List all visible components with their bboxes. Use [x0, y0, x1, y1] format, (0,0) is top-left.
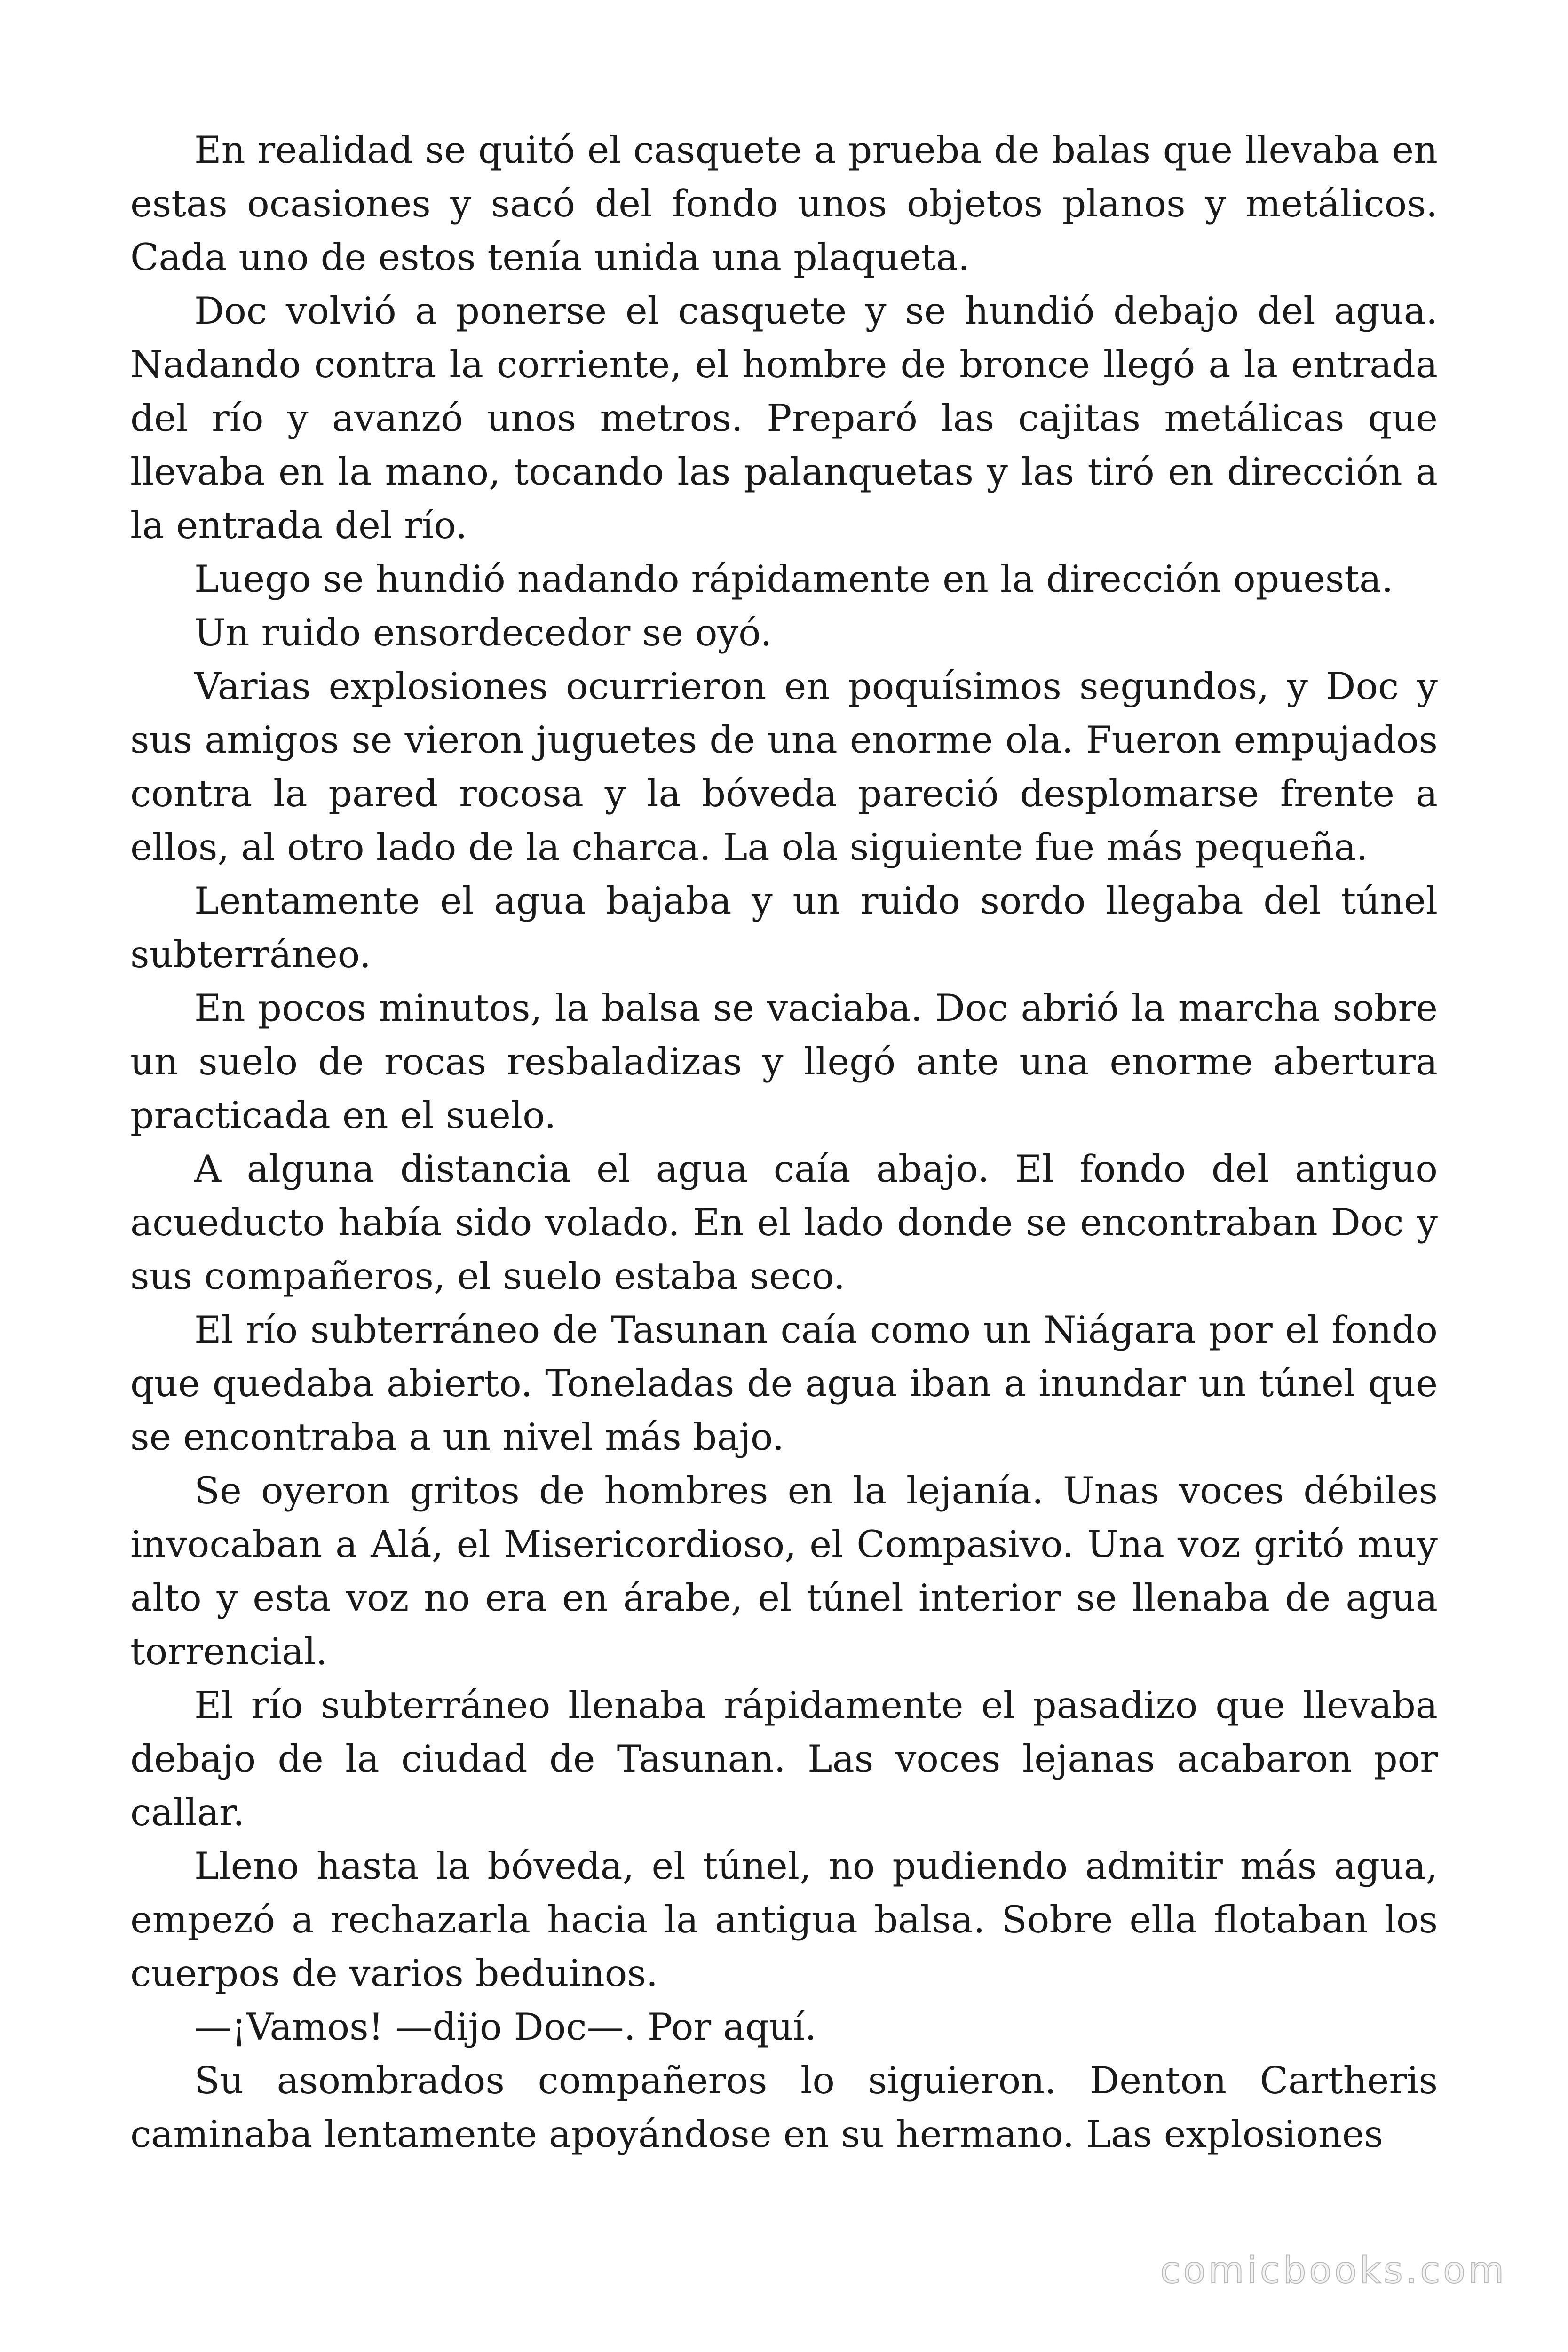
paragraph-3: Luego se hundió nadando rápidamente en la dirección opuesta.	[194, 557, 1394, 601]
paragraph-12: Lleno hasta la bóveda, el túnel, no pudiendo admitir más agua, empezó a rechazarla hacia la antigua balsa. Sobre ella flotaban los cuerpos de varios beduinos.	[130, 1844, 1438, 1995]
paragraph-5: Varias explosiones ocurrieron en poquísimos segundos, y Doc y sus amigos se vieron juguetes de una enorme ola. Fueron empujados contra la pared rocosa y la bóveda pareció desplomarse frente a ellos, al otro lado de la charca. La ola siguiente fue más pequeña.	[130, 665, 1438, 869]
paragraph-1: En realidad se quitó el casquete a prueba de balas que llevaba en estas ocasiones y sacó del fondo unos objetos planos y metálicos. Cada uno de estos tenía unida una plaqueta.	[130, 128, 1438, 279]
paragraph-2: Doc volvió a ponerse el casquete y se hundió debajo del agua. Nadando contra la corriente, el hombre de bronce llegó a la entrada del río y avanzó unos metros. Preparó las cajitas metálicas que llevaba en la mano, tocando las palanquetas y las tiró en dirección a la entrada del río.	[130, 289, 1438, 547]
watermark: comicbooks.com	[1160, 2249, 1507, 2292]
paragraph-7: En pocos minutos, la balsa se vaciaba. Doc abrió la marcha sobre un suelo de rocas resbaladizas y llegó ante una enorme abertura practicada en el suelo.	[130, 986, 1438, 1137]
paragraph-13: —¡Vamos! —dijo Doc—. Por aquí.	[194, 2005, 817, 2049]
paragraph-9: El río subterráneo de Tasunan caía como un Niágara por el fondo que quedaba abierto. Toneladas de agua iban a inundar un túnel que se encontraba a un nivel más bajo.	[130, 1308, 1438, 1459]
paragraph-10: Se oyeron gritos de hombres en la lejanía. Unas voces débiles invocaban a Alá, el Misericordioso, el Compasivo. Una voz gritó muy alto y esta voz no era en árabe, el túnel interior se llenaba de agua torrencial.	[130, 1469, 1438, 1673]
paragraph-11: El río subterráneo llenaba rápidamente el pasadizo que llevaba debajo de la ciudad de Tasunan. Las voces lejanas acabaron por callar.	[130, 1684, 1438, 1834]
paragraph-4: Un ruido ensordecedor se oyó.	[194, 611, 772, 654]
paragraph-8: A alguna distancia el agua caía abajo. El fondo del antiguo acueducto había sido volado. En el lado donde se encontraban Doc y sus compañeros, el suelo estaba seco.	[130, 1147, 1438, 1298]
paragraph-6: Lentamente el agua bajaba y un ruido sordo llegaba del túnel subterráneo.	[130, 879, 1438, 976]
body-text	[130, 123, 1438, 2161]
paragraph-14: Su asombrados compañeros lo siguieron. Denton Cartheris caminaba lentamente apoyándose en su hermano. Las explosiones	[130, 2059, 1438, 2156]
